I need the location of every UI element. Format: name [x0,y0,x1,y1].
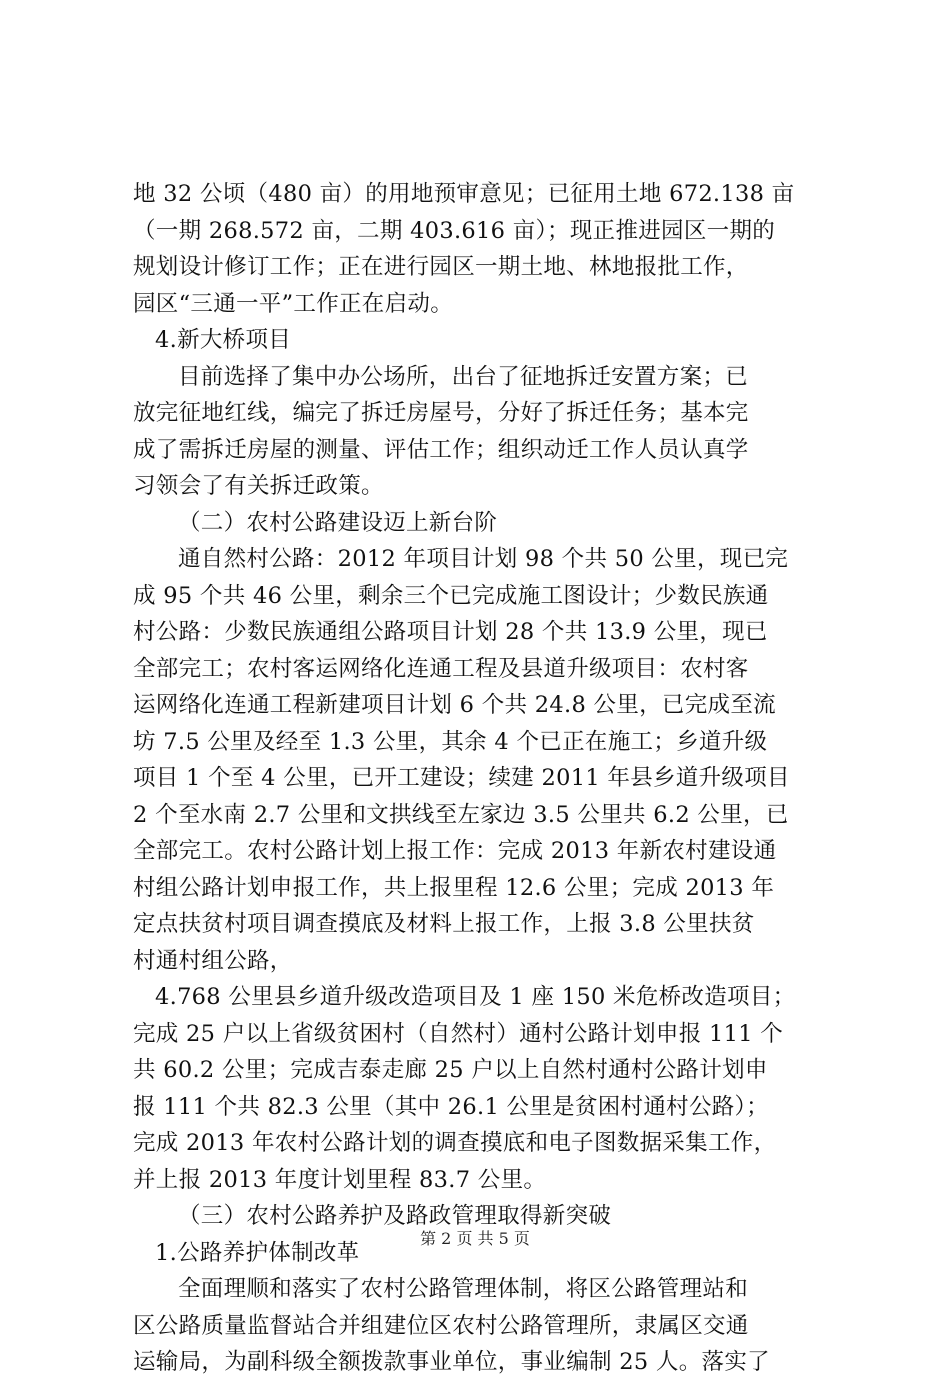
text-line: 4.768 公里县乡道升级改造项目及 1 座 150 米危桥改造项目； [155,984,796,1010]
text-line: 成 95 个共 46 公里，剩余三个已完成施工图设计；少数民族通 [133,582,769,609]
text-line: 全部完工；农村客运网络化连通工程及县道升级项目：农村客 [133,655,749,682]
text-line: 2 个至水南 2.7 公里和文拱线至左家边 3.5 公里共 6.2 公里，已 [133,801,789,828]
text-line: （三）农村公路养护及路政管理取得新突破 [178,1203,612,1229]
text-line: 放完征地红线，编完了拆迁房屋号，分好了拆迁任务；基本完 [133,400,749,426]
text-line: 地 32 公顷（480 亩）的用地预审意见；已征用土地 672.138 亩 [133,181,795,207]
text-line: 运输局，为副科级全额拨款事业单位，事业编制 25 人。落实了 [133,1349,770,1375]
text-line: 全面理顺和落实了农村公路管理体制，将区公路管理站和 [178,1276,749,1302]
text-line: 通自然村公路：2012 年项目计划 98 个共 50 公里，现已完 [178,546,789,572]
page-footer [0,1226,950,1249]
text-line: 园区“三通一平”工作正在启动。 [133,290,454,317]
text-line: 共 60.2 公里；完成吉泰走廊 25 户以上自然村通村公路计划申 [133,1057,768,1083]
text-line: 运网络化连通工程新建项目计划 6 个共 24.8 公里，已完成至流 [133,692,776,718]
text-line: 村组公路计划申报工作，共上报里程 12.6 公里；完成 2013 年 [133,874,775,901]
text-line: 区公路质量监督站合并组建位区农村公路管理所，隶属区交通 [133,1312,749,1339]
text-line: 目前选择了集中办公场所，出台了征地拆迁安置方案；已 [178,363,749,390]
text-line: （一期 268.572 亩，二期 403.616 亩）；现正推进园区一期的 [133,217,776,244]
text-line: 完成 25 户以上省级贫困村（自然村）通村公路计划申报 111 个 [133,1020,784,1047]
text-line: 项目 1 个至 4 公里，已开工建设；续建 2011 年县乡道升级项目 [133,765,790,791]
text-line: 完成 2013 年农村公路计划的调查摸底和电子图数据采集工作， [133,1130,777,1156]
text-line: 坊 7.5 公里及经至 1.3 公里，其余 4 个已正在施工；乡道升级 [133,728,768,755]
text-line: 村通村组公路， [133,947,293,974]
text-line: 报 111 个共 82.3 公里（其中 26.1 公里是贫困村通村公路）； [133,1093,769,1120]
text-line: 1.公路养护体制改革 [155,1239,360,1266]
text-line: （二）农村公路建设迈上新台阶 [178,509,498,536]
text-line: 4.新大桥项目 [155,327,292,353]
text-line: 并上报 2013 年度计划里程 83.7 公里。 [133,1166,547,1193]
text-line: 成了需拆迁房屋的测量、评估工作；组织动迁工作人员认真学 [133,436,749,463]
text-line: 村公路：少数民族通组公路项目计划 28 个共 13.9 公里，现已 [133,619,768,645]
text-line: 全部完工。农村公路计划上报工作：完成 2013 年新农村建设通 [133,838,777,864]
document-body [133,176,833,1381]
text-line: 规划设计修订工作；正在进行园区一期土地、林地报批工作， [133,254,749,280]
text-line: 定点扶贫村项目调查摸底及材料上报工作，上报 3.8 公里扶贫 [133,911,755,937]
page-number: 第 2 页 共 5 页 [420,1229,530,1248]
text-line: 习领会了有关拆迁政策。 [133,473,384,499]
